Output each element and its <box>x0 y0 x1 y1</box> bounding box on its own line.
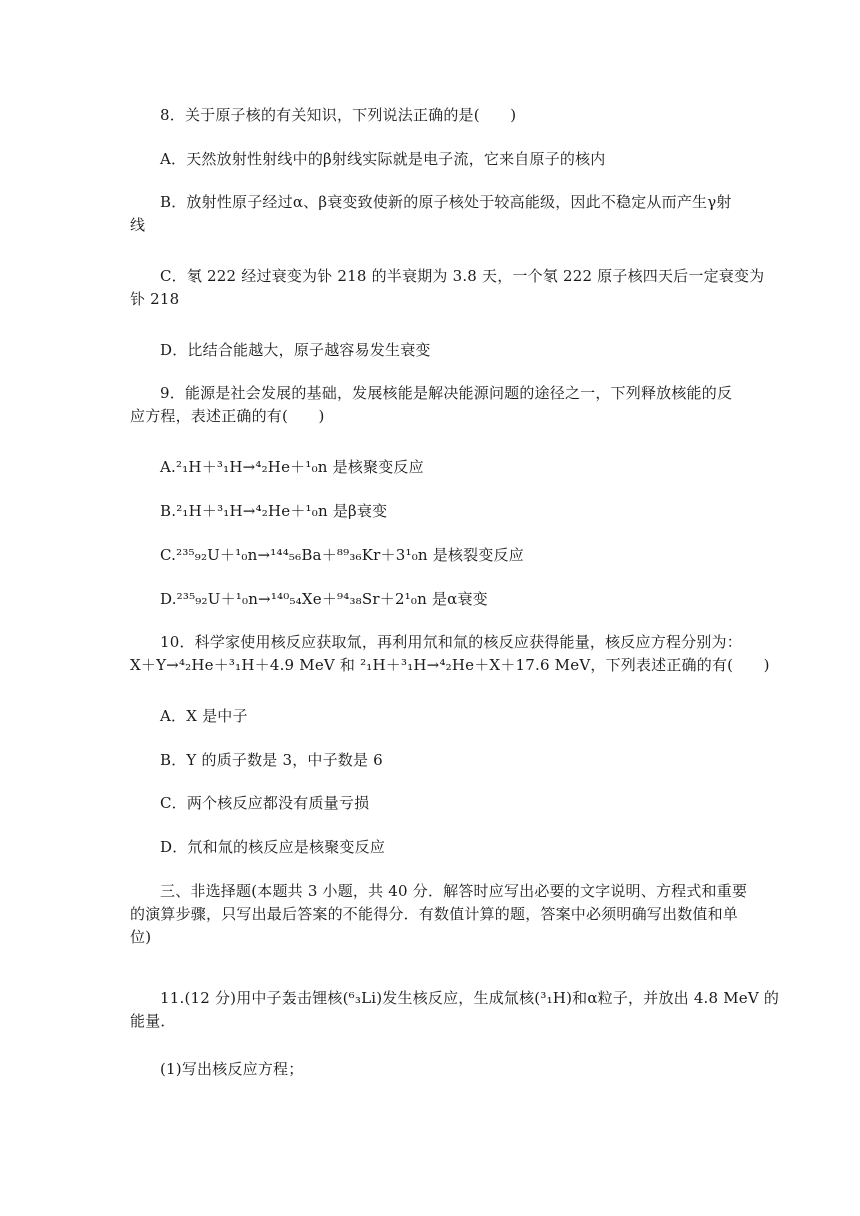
q8-option-a: A．天然放射性射线中的β射线实际就是电子流，它来自原子的核内 <box>160 150 606 168</box>
q8-stem: 8．关于原子核的有关知识，下列说法正确的是( ) <box>160 106 517 124</box>
q11-stem <box>130 987 780 1033</box>
q9-stem <box>130 382 732 428</box>
q11-stem-line1: 11.(12 分)用中子轰击锂核(⁶₃Li)发生核反应，生成氚核(³₁H)和α粒子，并放出 4.8 MeV 的 <box>160 989 780 1007</box>
q8-option-c <box>130 265 765 311</box>
q9-stem-line2: 应方程，表述正确的有( ) <box>130 407 325 425</box>
q11-subquestion-1: (1)写出核反应方程； <box>160 1060 304 1078</box>
q10-stem-line2: X＋Y→⁴₂He＋³₁H＋4.9 MeV 和 ²₁H＋³₁H→⁴₂He＋X＋17.6 MeV，下列表述正确的有( ) <box>130 656 770 674</box>
q10-option-a: A．X 是中子 <box>160 707 248 725</box>
q8-option-c-line2: 钋 218 <box>130 290 180 308</box>
section3-instructions <box>130 880 748 949</box>
q9-option-c: C.²³⁵₉₂U＋¹₀n→¹⁴⁴₅₆Ba＋⁸⁹₃₆Kr＋3¹₀n 是核裂变反应 <box>160 546 524 564</box>
q8-option-c-line1: C．氡 222 经过衰变为钋 218 的半衰期为 3.8 天，一个氡 222 原子核四天后一定衰变为 <box>160 267 765 285</box>
q10-option-d: D．氘和氚的核反应是核聚变反应 <box>160 838 386 856</box>
q10-stem <box>130 631 770 677</box>
q10-stem-line1: 10．科学家使用核反应获取氚，再利用氘和氚的核反应获得能量，核反应方程分别为： <box>160 633 742 651</box>
q8-option-b <box>130 191 732 237</box>
q8-option-b-line1: B．放射性原子经过α、β衰变致使新的原子核处于较高能级，因此不稳定从而产生γ射 <box>160 193 732 211</box>
q8-option-b-line2: 线 <box>130 216 146 234</box>
q9-option-b: B.²₁H＋³₁H→⁴₂He＋¹₀n 是β衰变 <box>160 502 388 520</box>
q9-stem-line1: 9．能源是社会发展的基础，发展核能是解决能源问题的途径之一，下列释放核能的反 <box>160 384 733 402</box>
section3-line1: 三、非选择题(本题共 3 小题，共 40 分．解答时应写出必要的文字说明、方程式和重要 <box>160 882 748 900</box>
section3-line3: 位) <box>130 928 152 946</box>
q10-option-c: C．两个核反应都没有质量亏损 <box>160 794 370 812</box>
q9-option-a: A.²₁H＋³₁H→⁴₂He＋¹₀n 是核聚变反应 <box>160 458 424 476</box>
section3-line2: 的演算步骤，只写出最后答案的不能得分．有数值计算的题，答案中必须明确写出数值和单 <box>130 905 739 923</box>
q10-option-b: B．Y 的质子数是 3，中子数是 6 <box>160 751 383 769</box>
q11-stem-line2: 能量． <box>130 1012 176 1030</box>
q9-option-d: D.²³⁵₉₂U＋¹₀n→¹⁴⁰₅₄Xe＋⁹⁴₃₈Sr＋2¹₀n 是α衰变 <box>160 590 488 608</box>
q8-option-d: D．比结合能越大，原子越容易发生衰变 <box>160 341 431 359</box>
